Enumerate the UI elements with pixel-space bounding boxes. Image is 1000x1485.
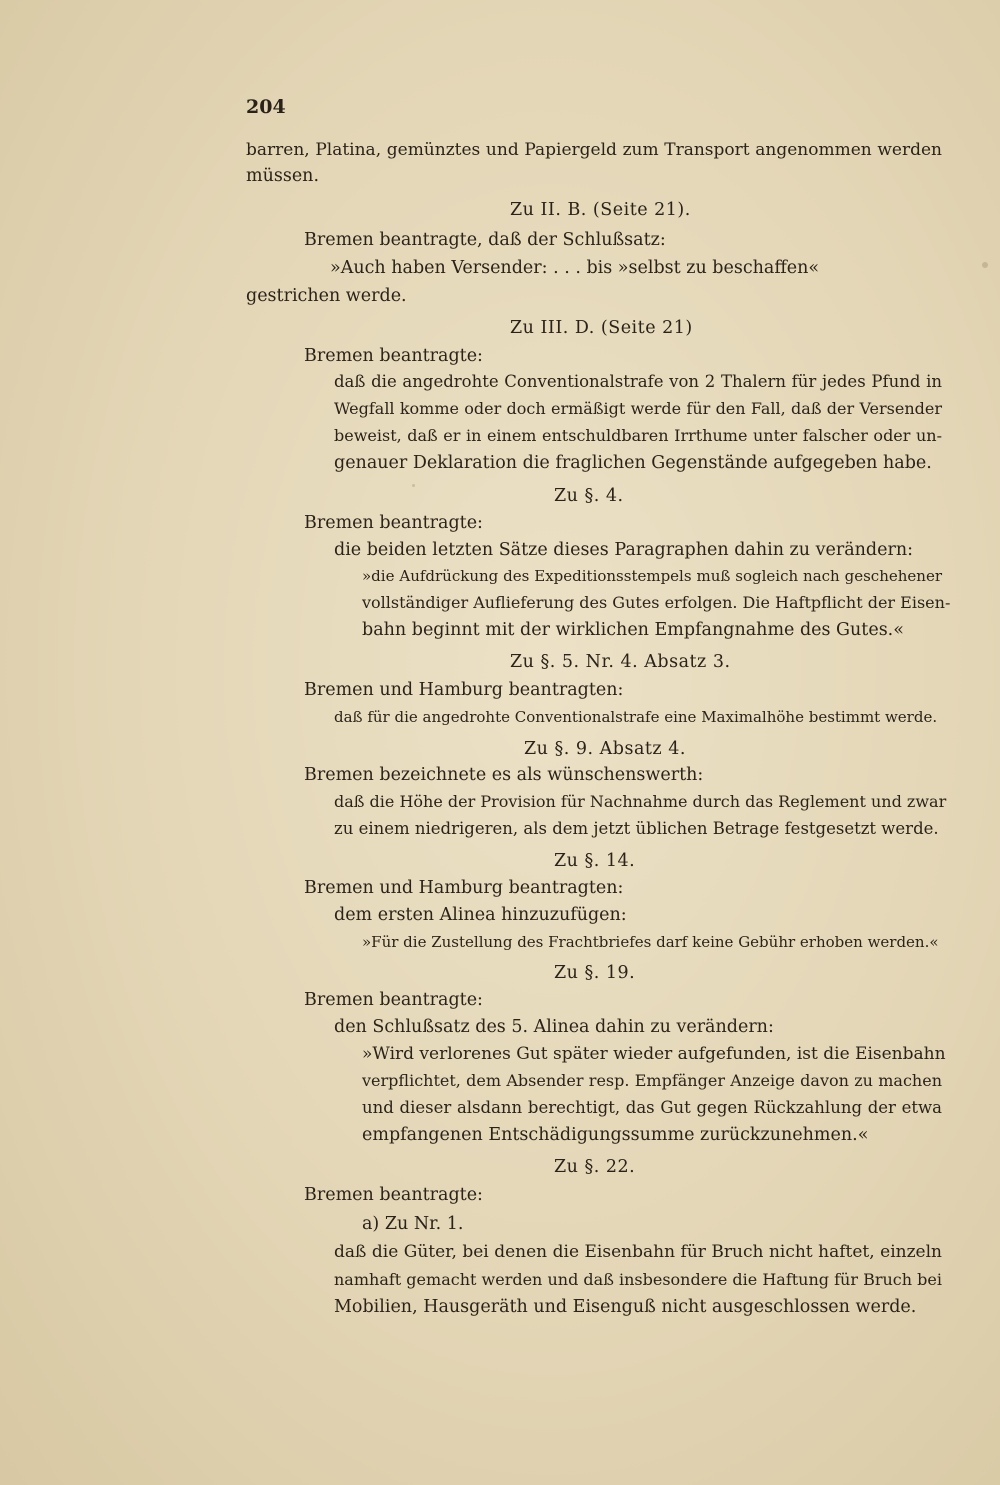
paper-stain — [412, 484, 415, 487]
body-line: gestrichen werde. — [246, 286, 407, 306]
section-heading: Zu §. 5. Nr. 4. Absatz 3. — [510, 652, 731, 672]
section-heading: Zu II. B. (Seite 21). — [510, 200, 691, 220]
body-line: barren, Platina, gemünztes und Papiergeld zum Transport angenommen werden — [246, 140, 942, 160]
quote-line: »Für die Zustellung des Frachtbriefes darf keine Gebühr erhoben werden.« — [362, 933, 939, 951]
body-line: beweist, daß er in einem entschuldbaren Irrthume unter falscher oder un- — [334, 426, 942, 445]
body-line: daß die Höhe der Provision für Nachnahme durch das Reglement und zwar — [334, 792, 947, 811]
body-line: Mobilien, Hausgeräth und Eisenguß nicht ausgeschlossen werde. — [334, 1297, 917, 1317]
body-line: Bremen bezeichnete es als wünschenswerth: — [304, 765, 704, 785]
body-line: Bremen und Hamburg beantragten: — [304, 878, 624, 898]
quote-line: bahn beginnt mit der wirklichen Empfangnahme des Gutes.« — [362, 620, 904, 640]
body-line: den Schlußsatz des 5. Alinea dahin zu verändern: — [334, 1017, 774, 1037]
body-line: Wegfall komme oder doch ermäßigt werde für den Fall, daß der Versender — [334, 399, 942, 418]
body-line: müssen. — [246, 166, 320, 186]
quote-line: »die Aufdrückung des Expeditionsstempels muß sogleich nach geschehener — [362, 567, 942, 585]
quote-line: empfangenen Entschädigungssumme zurückzunehmen.« — [362, 1125, 869, 1145]
quote-line: vollständiger Auflieferung des Gutes erfolgen. Die Haftpflicht der Eisen- — [362, 593, 951, 612]
body-line: zu einem niedrigeren, als dem jetzt üblichen Betrage festgesetzt werde. — [334, 819, 939, 838]
body-line: genauer Deklaration die fraglichen Gegenstände aufgegeben habe. — [334, 453, 932, 473]
body-line: daß die Güter, bei denen die Eisenbahn für Bruch nicht haftet, einzeln — [334, 1242, 942, 1262]
body-line: Bremen und Hamburg beantragten: — [304, 680, 624, 700]
body-line: namhaft gemacht werden und daß insbesondere die Haftung für Bruch bei — [334, 1270, 942, 1289]
body-line: Bremen beantragte: — [304, 1185, 483, 1205]
quote-line: »Auch haben Versender: . . . bis »selbst zu beschaffen« — [330, 258, 820, 278]
body-line: Bremen beantragte: — [304, 346, 483, 366]
section-heading: Zu §. 19. — [554, 963, 636, 983]
body-line: daß die angedrohte Conventionalstrafe von 2 Thalern für jedes Pfund in — [334, 372, 942, 391]
body-line: Bremen beantragte: — [304, 513, 483, 533]
body-line: daß für die angedrohte Conventionalstrafe eine Maximalhöhe bestimmt werde. — [334, 708, 938, 726]
body-line: Bremen beantragte, daß der Schlußsatz: — [304, 230, 666, 250]
quote-line: verpflichtet, dem Absender resp. Empfänger Anzeige davon zu machen — [362, 1071, 942, 1090]
section-heading: Zu §. 22. — [554, 1157, 636, 1177]
body-line: Bremen beantragte: — [304, 990, 483, 1010]
quote-line: und dieser alsdann berechtigt, das Gut gegen Rückzahlung der etwa — [362, 1098, 942, 1117]
paper-stain — [982, 262, 988, 268]
section-heading: Zu §. 4. — [554, 486, 624, 506]
section-heading: Zu §. 14. — [554, 851, 636, 871]
section-heading: Zu §. 9. Absatz 4. — [524, 739, 686, 759]
body-line: die beiden letzten Sätze dieses Paragraphen dahin zu verändern: — [334, 540, 914, 560]
subsection-heading: a) Zu Nr. 1. — [362, 1214, 464, 1234]
section-heading: Zu III. D. (Seite 21) — [510, 318, 693, 338]
quote-line: »Wird verlorenes Gut später wieder aufgefunden, ist die Eisenbahn — [362, 1044, 946, 1064]
body-line: dem ersten Alinea hinzuzufügen: — [334, 905, 627, 925]
page-number: 204 — [246, 96, 286, 118]
